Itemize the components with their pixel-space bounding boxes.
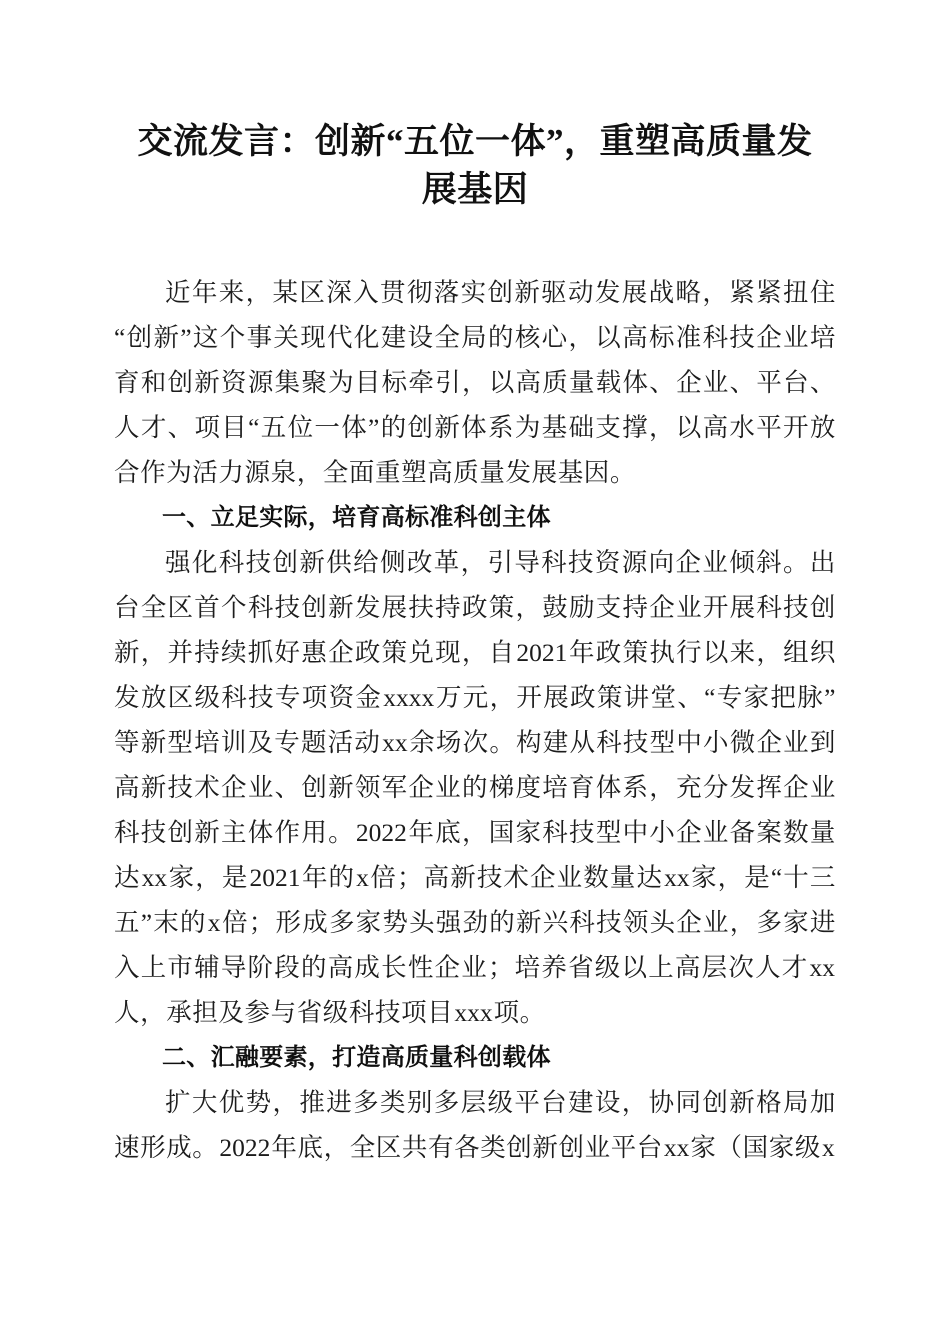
p2-seg-5: 年底，国家科技型中小企业备案数量达	[114, 818, 836, 892]
p2-seg-11: 人，承担及参与省级科技项目	[114, 998, 454, 1027]
p2-num-6: 2021	[249, 863, 301, 892]
p2-seg-7: 年的	[301, 863, 356, 892]
paragraph-section-one	[114, 540, 836, 1035]
p2-seg-3: 万元，开展政策讲堂、“专家把脉”等新型培训及专题活动	[114, 683, 836, 757]
p2-num-9: x	[207, 908, 221, 937]
p2-seg-8: 倍；高新技术企业数量达	[369, 863, 664, 892]
p2-seg-2: 年政策执行以来，组织发放区级科技专项资金	[114, 638, 836, 712]
p2-seg-6: 家，是	[168, 863, 249, 892]
p3-num-1: 2022	[219, 1133, 271, 1162]
p3-seg-2: 年底，全区共有各类创新创业平台	[271, 1133, 663, 1162]
p2-seg-1: 强化科技创新供给侧改革，引导科技资源向企业倾斜。出台全区首个科技创新发展扶持政策，鼓励支持企业开展科技创新，并持续抓好惠企政策兑现，自	[114, 548, 836, 667]
p2-num-3: xx	[382, 728, 408, 757]
page-title	[114, 118, 836, 214]
p2-num-8: xx	[664, 863, 690, 892]
p3-num-3: x	[821, 1133, 835, 1162]
p3-num-2: xx	[663, 1133, 690, 1162]
p2-seg-4: 余场次。构建从科技型中小微企业到高新技术企业、创新领军企业的梯度培育体系，充分发挥企业科技创新主体作用。	[114, 728, 836, 847]
p2-num-1: 2021	[516, 638, 568, 667]
paragraph-intro-text: 近年来，某区深入贯彻落实创新驱动发展战略，紧紧扭住“创新”这个事关现代化建设全局的核心，以高标准科技企业培育和创新资源集聚为目标牵引，以高质量载体、企业、平台、人才、项目“五位一体”的创新体系为基础支撑，以高水平开放合作为活力源泉，全面重塑高质量发展基因。	[114, 278, 836, 487]
section-heading-one	[114, 495, 836, 540]
page-title-line-1: 交流发言：创新“五位一体”，重塑高质量发	[137, 122, 813, 161]
p3-seg-1: 扩大优势，推进多类别多层级平台建设，协同创新格局加速形成。	[114, 1088, 836, 1162]
p2-seg-12: 项。	[493, 998, 546, 1027]
section-heading-one-text: 一、立足实际，培育高标准科创主体	[162, 504, 551, 531]
p2-num-11: xxx	[454, 998, 493, 1027]
page-title-line-2: 展基因	[421, 170, 529, 209]
section-heading-two	[114, 1035, 836, 1080]
document-content	[114, 118, 836, 1170]
p2-num-10: xx	[809, 953, 835, 982]
paragraph-intro	[114, 270, 836, 495]
title-spacer	[114, 214, 836, 270]
paragraph-section-two	[114, 1080, 836, 1170]
p2-num-7: x	[356, 863, 369, 892]
section-heading-two-text: 二、汇融要素，打造高质量科创载体	[162, 1044, 551, 1071]
p2-seg-9: 家，是“十三五”末的	[114, 863, 837, 937]
p3-seg-3: 家（国家级	[690, 1133, 821, 1162]
p2-seg-10: 倍；形成多家势头强劲的新兴科技领头企业，多家进入上市辅导阶段的高成长性企业；培养省级以上高层次人才	[114, 908, 836, 982]
p2-num-5: xx	[141, 863, 168, 892]
p2-num-2: xxxx	[383, 683, 435, 712]
p2-num-4: 2022	[355, 818, 407, 847]
